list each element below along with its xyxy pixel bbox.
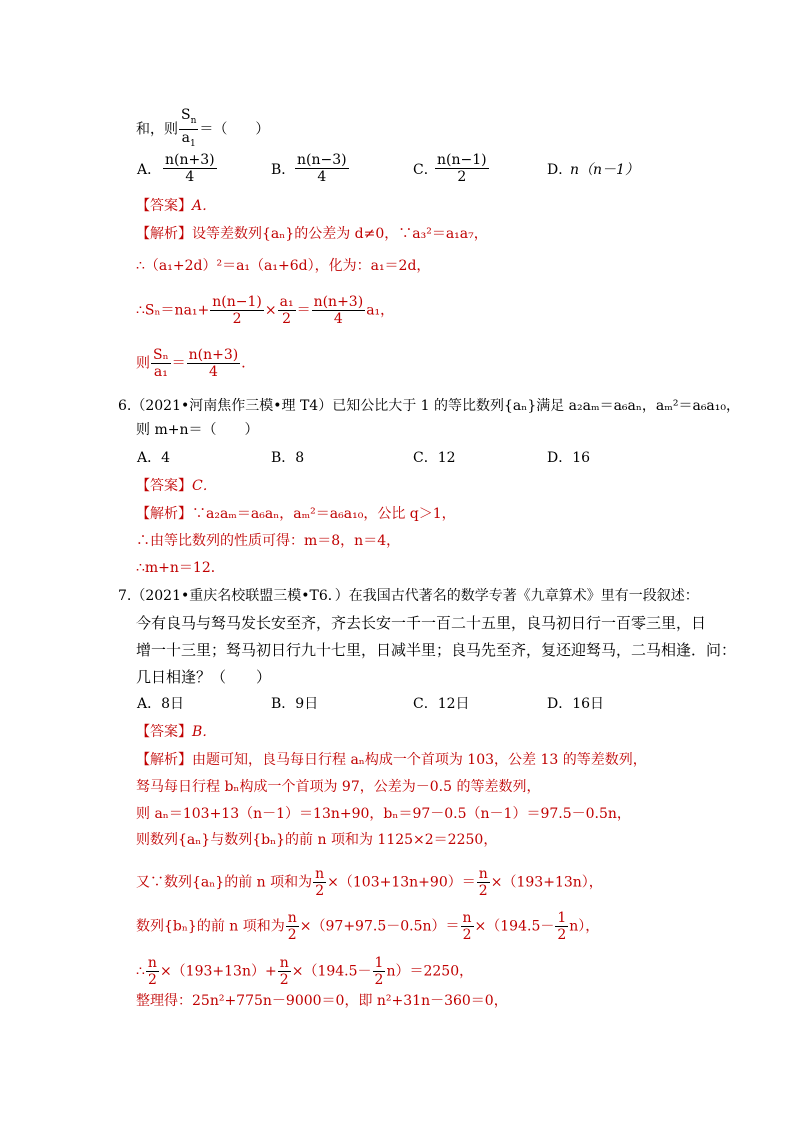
option-d: n（n－1） bbox=[570, 162, 639, 178]
q5-solution-line4: 则 $\frac{\text{Sₙ}}{\text{a₁}}$ ＝ $\frac{n(n+3)}{4}$ ． bbox=[136, 347, 256, 380]
option-b-label: B． bbox=[271, 162, 296, 178]
q7-solution-line2: 驽马每日行程 bₙ构成一个首项为 97，公差为－0.5 的等差数列， bbox=[136, 779, 541, 795]
option-a: A．8日 bbox=[137, 696, 185, 712]
q7-solution-line1: 【解析】由题可知，良马每日行程 aₙ构成一个首项为 103，公差 13 的等差数列， bbox=[136, 752, 647, 768]
q7-stem-line2: 今有良马与驽马发长安至齐，齐去长安一千一百二十五里，良马初日行一百零三里，日 bbox=[136, 614, 707, 632]
option-b: B．8 bbox=[271, 450, 305, 466]
option-d: D．16日 bbox=[547, 696, 605, 712]
q7-stem-line4: 几日相逢？（ ） bbox=[136, 668, 272, 686]
q7-solution-line4: 则数列{aₙ}与数列{bₙ}的前 n 项和为 1125×2＝2250， bbox=[136, 832, 498, 848]
option-c-label: C． bbox=[413, 162, 438, 178]
q6-answer: 【答案】C． bbox=[136, 478, 217, 494]
q7-solution-line7: ∴ $\frac{n}{2}$ ×（193+13n）+ $\frac{n}{2}$ ×（194.5－ $\frac{1}{2}$ n）＝2250， bbox=[136, 955, 474, 988]
q7-solution-line5: 又∵数列{aₙ}的前 n 项和为 $\frac{n}{2}$ ×（103+13n+90）＝ $\frac{n}{2}$ ×（193+13n）， bbox=[136, 866, 603, 899]
q5-stem-tail bbox=[136, 107, 794, 152]
option-c: $\frac{n(n-1)}{2}$ bbox=[437, 152, 487, 185]
stem-text: 和，则 bbox=[136, 121, 178, 138]
q5-solution-line3: ∴Sₙ＝na₁+ $\frac{n(n-1)}{2}$ × $\frac{\text{a₁}}{2}$ ＝ $\frac{n(n+3)}{4}$ a₁， bbox=[136, 294, 395, 327]
option-c: C．12 bbox=[413, 450, 456, 466]
q7-solution-line6: 数列{bₙ}的前 n 项和为 $\frac{n}{2}$ ×（97+97.5－0.5n）＝ $\frac{n}{2}$ ×（194.5－ $\frac{1}{2}$ n）， bbox=[136, 910, 600, 943]
q6-solution-line2: ∴由等比数列的性质可得：m＝8，n＝4， bbox=[136, 533, 401, 549]
q7-stem-line1: 7.（2021•重庆名校联盟三模•T6．）在我国古代著名的数学专著《九章算术》里有一段叙述： bbox=[118, 588, 699, 604]
option-b: $\frac{n(n-3)}{4}$ bbox=[297, 152, 347, 185]
q5-answer: 【答案】A． bbox=[136, 198, 217, 214]
stem-text: ＝（ ） bbox=[199, 121, 270, 138]
q7-stem-line3: 增一十三里；驽马初日行九十七里，日减半里；良马先至齐，复还迎驽马，二马相逢．问： bbox=[136, 641, 737, 659]
q7-solution-line3: 则 aₙ＝103+13（n－1）＝13n+90，bₙ＝97－0.5（n－1）＝97.5－0.5n， bbox=[136, 806, 631, 822]
fraction: $\frac{S_n}{a_1}$ bbox=[181, 107, 197, 149]
q5-solution-line1: 【解析】设等差数列{aₙ}的公差为 d≠0，∵a₃²＝a₁a₇， bbox=[136, 226, 488, 242]
option-b: B．9日 bbox=[271, 696, 319, 712]
option-c: C．12日 bbox=[413, 696, 470, 712]
q7-answer: 【答案】B． bbox=[136, 724, 217, 740]
q6-stem-line2: 则 m+n＝（ ） bbox=[136, 422, 259, 438]
q5-solution-line2: ∴（a₁+2d）²＝a₁（a₁+6d），化为：a₁＝2d， bbox=[136, 258, 431, 274]
q6-stem-line1: 6.（2021•河南焦作三模•理 T4）已知公比大于 1 的等比数列{aₙ}满足 a₂aₘ＝a₆aₙ，aₘ²＝a₆a₁₀， bbox=[118, 398, 741, 414]
option-d: D．16 bbox=[547, 450, 591, 466]
q6-solution-line1: 【解析】∵a₂aₘ＝a₆aₙ，aₘ²＝a₆a₁₀，公比 q＞1， bbox=[136, 506, 456, 522]
q7-solution-line8: 整理得：25n²+775n－9000＝0，即 n²+31n－360＝0， bbox=[136, 993, 508, 1009]
q6-solution-line3: ∴m+n＝12． bbox=[136, 560, 225, 576]
option-d-label: D． bbox=[547, 162, 573, 178]
option-a: $\frac{n(n+3)}{4}$ bbox=[165, 152, 215, 185]
option-a: A．4 bbox=[137, 450, 171, 466]
option-a-label: A． bbox=[137, 162, 162, 178]
